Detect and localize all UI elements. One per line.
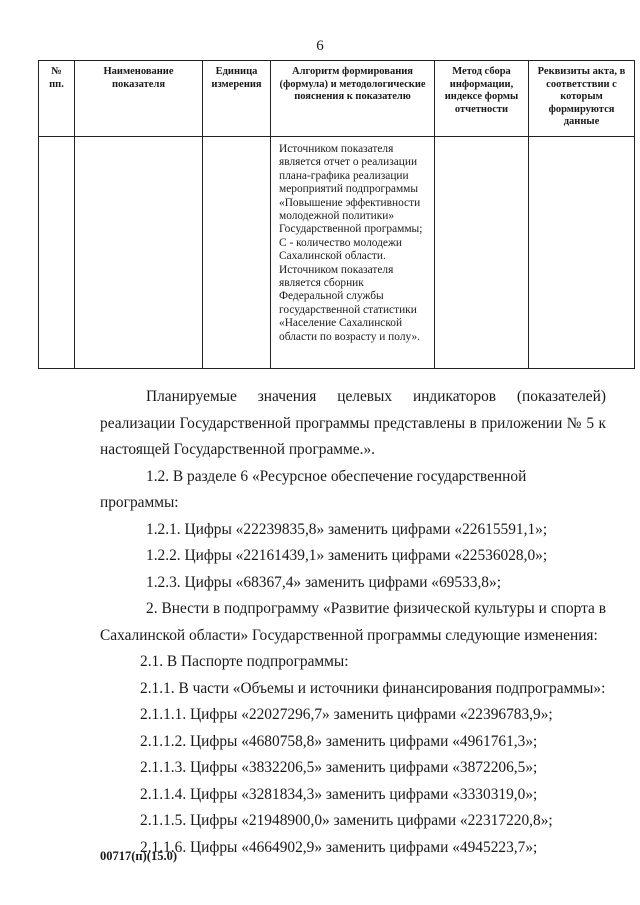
paragraph-2-1: 2.1. В Паспорте подпрограммы: bbox=[140, 653, 349, 670]
table-row bbox=[39, 137, 635, 369]
paragraph-2-1-1-5: 2.1.1.5. Цифры «21948900,0» заменить цифрами «22317220,8»; bbox=[140, 812, 553, 829]
cell-act-requisites bbox=[529, 137, 635, 369]
header-algorithm: Алгоритм формирования (формула) и методологические пояснения к показателю bbox=[271, 61, 435, 137]
paragraph-2-1-1: 2.1.1. В части «Объемы и источники финансирования подпрограммы»: bbox=[140, 679, 606, 697]
header-unit: Единица измерения bbox=[203, 61, 271, 137]
table-header-row bbox=[39, 61, 635, 137]
indicators-table bbox=[38, 60, 635, 369]
cell-number bbox=[39, 137, 75, 369]
header-number: № пп. bbox=[39, 61, 75, 137]
paragraph-target-values: Планируемые значения целевых индикаторов (показателей) реализации Государственной программы представлены в приложении № 5 к настоящей Государственной программе.». bbox=[100, 388, 606, 458]
cell-unit bbox=[203, 137, 271, 369]
cell-algorithm bbox=[271, 137, 435, 369]
document-code: 00717(п)(15.0) bbox=[100, 849, 177, 863]
header-act-requisites: Реквизиты акта, в соответствии с которым формируются данные bbox=[529, 61, 635, 137]
paragraph-2-1-1-4: 2.1.1.4. Цифры «3281834,3» заменить цифрами «3330319,0»; bbox=[140, 785, 538, 803]
paragraph-1-2-2: 1.2.2. Цифры «22161439,1» заменить цифрами «22536028,0»; bbox=[146, 547, 548, 564]
paragraph-2-1-1-1: 2.1.1.1. Цифры «22027296,7» заменить цифрами «22396783,9»; bbox=[140, 706, 553, 723]
page-number: 6 bbox=[316, 38, 324, 54]
header-indicator-name: Наименование показателя bbox=[75, 61, 203, 137]
paragraph-2: 2. Внести в подпрограмму «Развитие физической культуры и спорта в Сахалинской области» Государственной программы следующие изменения: bbox=[100, 600, 606, 644]
paragraph-2-1-1-3: 2.1.1.3. Цифры «3832206,5» заменить цифрами «3872206,5»; bbox=[140, 759, 538, 776]
paragraph-1-2-3: 1.2.3. Цифры «68367,4» заменить цифрами «69533,8»; bbox=[146, 573, 501, 591]
paragraph-1-2: 1.2. В разделе 6 «Ресурсное обеспечение государственной программы: bbox=[100, 467, 527, 511]
cell-indicator-name bbox=[75, 137, 203, 369]
paragraph-2-1-1-6: 2.1.1.6. Цифры «4664902,9» заменить цифрами «4945223,7»; bbox=[140, 838, 538, 856]
header-collection-method: Метод сбора информации, индексе формы отчетности bbox=[435, 61, 529, 137]
document-body bbox=[100, 384, 606, 861]
paragraph-2-1-1-2: 2.1.1.2. Цифры «4680758,8» заменить цифрами «4961761,3»; bbox=[140, 732, 538, 750]
paragraph-1-2-1: 1.2.1. Цифры «22239835,8» заменить цифрами «22615591,1»; bbox=[146, 520, 548, 538]
cell-collection-method bbox=[435, 137, 529, 369]
algorithm-text: Источником показателя является отчет о реализации плана-графика реализации мероприятий подпрограммы «Повышение эффективности молодежной политики» Государственной программы; С - количество молодежи Сахалинской области. Источником показателя является сборник Федеральной службы государственной статистики «Население Сахалинской области по возрасту и полу». bbox=[279, 143, 423, 343]
